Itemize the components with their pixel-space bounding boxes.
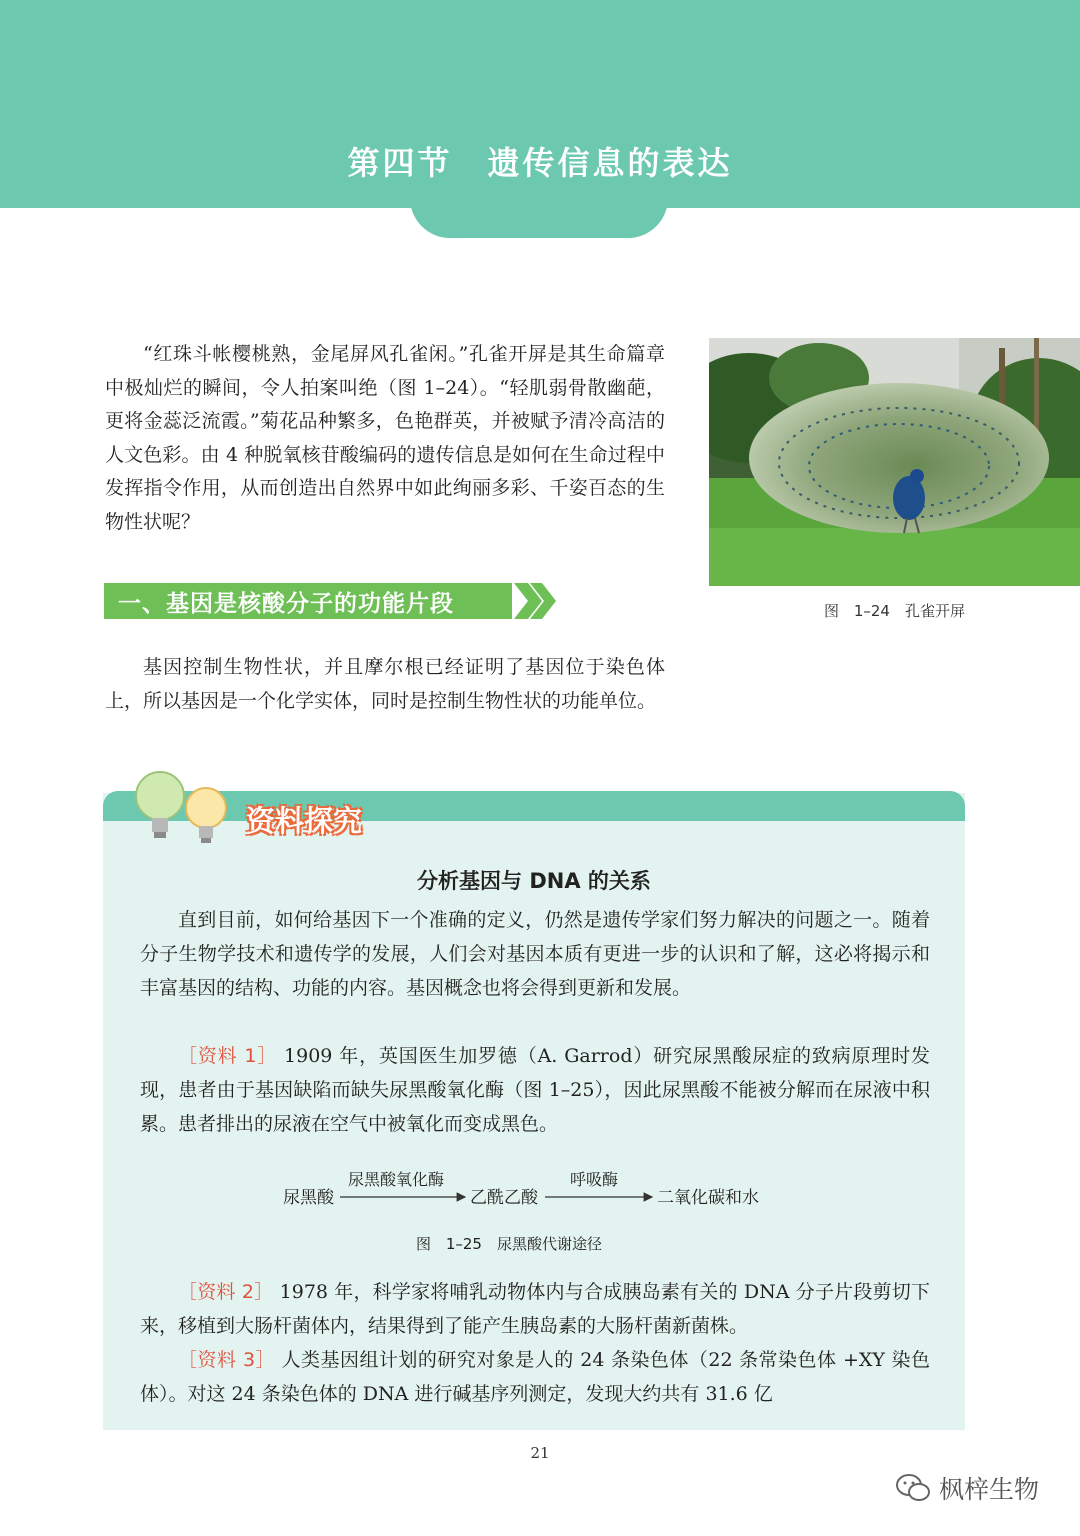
material-1-tag: ［资料 1］: [178, 1045, 278, 1067]
double-chevron-icon: [512, 581, 558, 621]
intro-paragraph: “红珠斗帐樱桃熟，金尾屏风孔雀闲。”孔雀开屏是其生命篇章中极灿烂的瞬间，令人拍案叫绝（图 1–24）。“轻肌弱骨散幽葩，更将金蕊泛流霞。”菊花品种繁多，色艳群英，并被赋予清冷高洁的人文色彩。由 4 种脱氧核苷酸编码的遗传信息是如何在生命过程中发挥指令作用，从而创造出自然界中如此绚丽多彩、千姿百态的生物性状呢？: [105, 343, 665, 533]
exploration-title: 分析基因与 DNA 的关系: [417, 869, 651, 893]
material-2-tag: ［资料 2］: [178, 1281, 274, 1303]
page-number: 21: [530, 1444, 550, 1462]
material-1: [140, 1039, 930, 1141]
material-2-text: 1978 年，科学家将哺乳动物体内与合成胰岛素有关的 DNA 分子片段剪切下来，移植到大肠杆菌体内，结果得到了能产生胰岛素的大肠杆菌新菌株。: [140, 1281, 930, 1337]
material-3: [140, 1343, 930, 1411]
section-heading-text: 一、基因是核酸分子的功能片段: [118, 590, 454, 617]
peacock-photo: [709, 338, 1080, 586]
watermark: [895, 1468, 1039, 1508]
section-paragraph: 基因控制生物性状，并且摩尔根已经证明了基因位于染色体上，所以基因是一个化学实体，同时是控制生物性状的功能单位。: [105, 656, 665, 712]
material-3-tag: ［资料 3］: [178, 1349, 276, 1371]
watermark-text: 枫梓生物: [939, 1475, 1040, 1504]
lightbulb-icon: [128, 768, 238, 848]
wechat-icon: [895, 1473, 931, 1503]
material-1-text: 1909 年，英国医生加罗德（A. Garrod）研究尿黑酸尿症的致病原理时发现，患者由于基因缺陷而缺失尿黑酸氧化酶（图 1–25），因此尿黑酸不能被分解而在尿液中积累。患者排出的尿液在空气中被氧化而变成黑色。: [140, 1045, 930, 1135]
pathway-enzyme-2: 呼吸酶: [570, 1170, 619, 1189]
figure-1-24-caption: 图 1–24 孔雀开屏: [824, 602, 965, 620]
exploration-tag: 资料探究: [246, 804, 363, 838]
chapter-title: 第四节 遗传信息的表达: [347, 144, 733, 182]
pathway-diagram: [280, 1165, 780, 1215]
figure-1-25-caption: 图 1–25 尿黑酸代谢途径: [416, 1235, 602, 1253]
pathway-enzyme-1: 尿黑酸氧化酶: [348, 1170, 445, 1189]
exploration-intro: 直到目前，如何给基因下一个准确的定义，仍然是遗传学家们努力解决的问题之一。随着分子生物学技术和遗传学的发展，人们会对基因本质有更进一步的认识和了解，这必将揭示和丰富基因的结构、功能的内容。基因概念也将会得到更新和发展。: [140, 909, 930, 999]
pathway-end: 二氧化碳和水: [657, 1188, 759, 1208]
section-heading: [104, 583, 512, 619]
pathway-start: 尿黑酸: [283, 1188, 334, 1208]
pathway-middle: 乙酰乙酸: [470, 1188, 538, 1208]
material-3-text: 人类基因组计划的研究对象是人的 24 条染色体（22 条常染色体 +XY 染色体）。对这 24 条染色体的 DNA 进行碱基序列测定，发现大约共有 31.6 亿: [140, 1349, 930, 1405]
material-2: [140, 1275, 930, 1343]
